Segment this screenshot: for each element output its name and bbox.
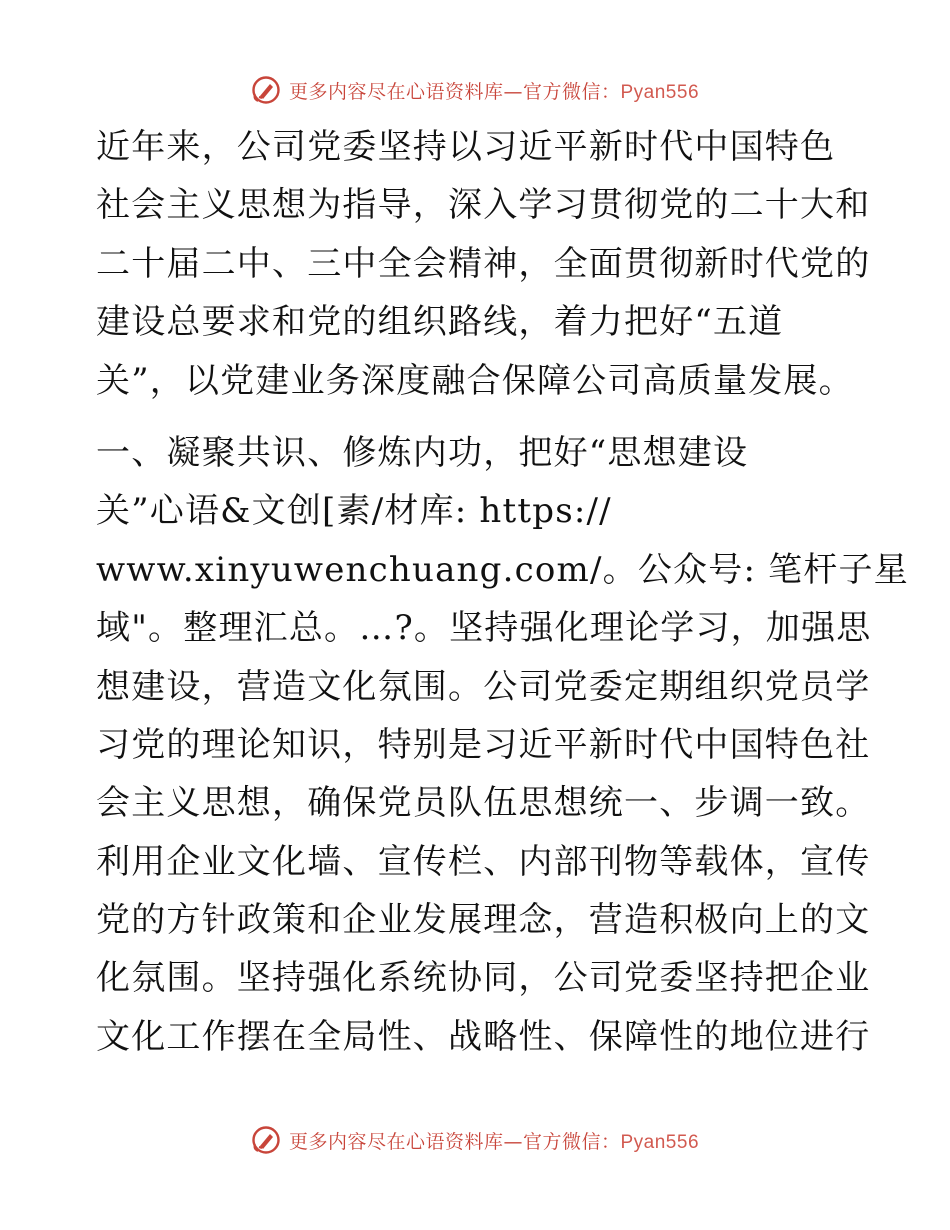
banner-site-text: 更多内容尽在心语资料库 [288,1130,504,1153]
text-line: 建设总要求和党的组织路线，着力把好“五道 [96,302,784,343]
banner-text [289,77,699,104]
text-line: 会主义思想，确保党员队伍思想统一、步调一致。 [96,783,871,824]
document-body [96,118,909,1066]
text-line: 关”心语&文创[素/材库: https:// [96,491,612,532]
text-line: www.xinyuwenchuang.com/。公众号: 笔杆子星 [96,549,909,590]
text-line: 域"。整理汇总。…?。坚持强化理论学习，加强思 [96,608,872,649]
banner-wechat-label: 官方微信： [522,80,621,103]
text-line: 近年来，公司党委坚持以习近平新时代中国特色 [96,127,836,167]
paragraph-spacer [96,410,856,424]
banner-site-text: 更多内容尽在心语资料库 [288,80,504,103]
banner-dash: — [503,80,523,103]
text-line: 党的方针政策和企业发展理念，营造积极向上的文 [96,900,871,941]
text-line: 文化工作摆在全局性、战略性、保障性的地位进行 [96,1016,871,1057]
text-line: 一、凝聚共识、修炼内功，把好“思想建设 [96,432,749,473]
text-line: 关”，以党建业务深度融合保障公司高质量发展。 [96,360,854,401]
text-line: 二十届二中、三中全会精神，全面贯彻新时代党的 [96,243,871,284]
text-line: 化氛围。坚持强化系统协同，公司党委坚持把企业 [96,958,871,999]
paragraph-section-one [96,424,909,1066]
text-line: 习党的理论知识，特别是习近平新时代中国特色社 [96,724,871,765]
text-line: 想建设，营造文化氛围。公司党委定期组织党员学 [96,666,871,707]
banner-wechat-id: Pyan556 [620,1131,700,1153]
seal-pen-logo-icon [251,1125,281,1155]
paragraph-intro [96,118,871,410]
footer-watermark-banner [0,1120,950,1160]
banner-wechat-id: Pyan556 [620,81,700,103]
text-line: 社会主义思想为指导，深入学习贯彻党的二十大和 [96,185,871,226]
banner-text [289,1127,699,1154]
header-watermark-banner [0,70,950,110]
banner-dash: — [503,1130,523,1153]
seal-pen-logo-icon [251,75,281,105]
banner-wechat-label: 官方微信： [522,1130,621,1153]
text-line: 利用企业文化墙、宣传栏、内部刊物等载体，宣传 [96,841,871,882]
